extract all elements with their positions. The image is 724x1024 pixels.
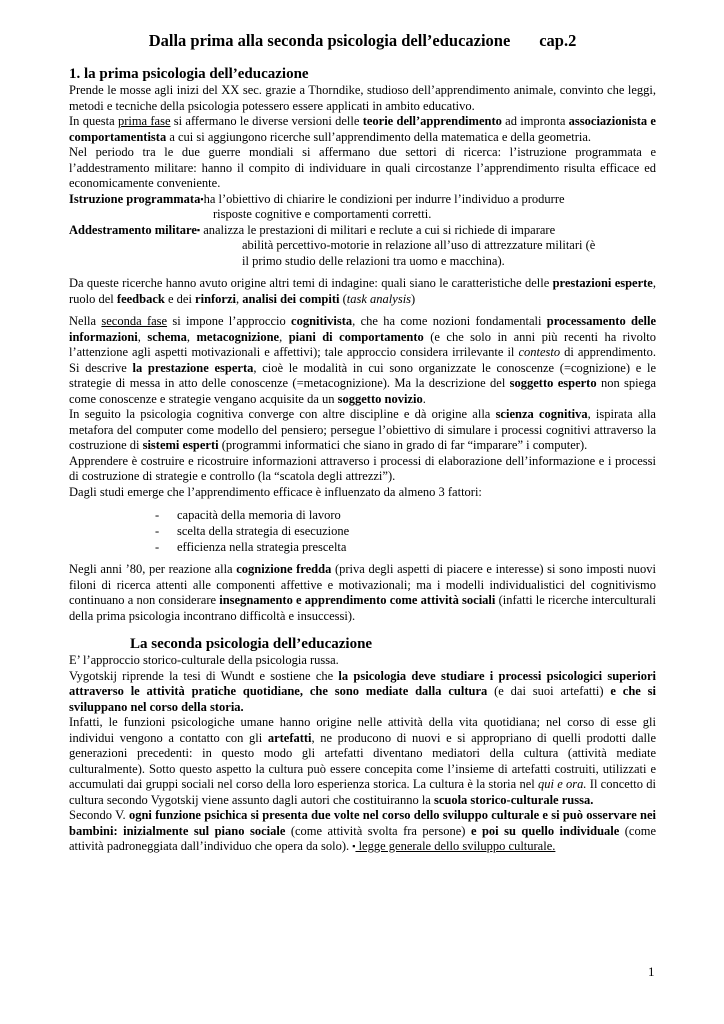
square-bullet-icon: ▪ [352, 841, 356, 851]
paragraph: Nella seconda fase si impone l’approccio cognitivista, che ha come nozioni fondamentali processamento delle informazioni, schema, metacognizione, piani di comportamento (e che solo in anni più recenti ha rivolto l’attenzione agli aspetti motivazionali e affettivi); tale approccio considera irrilevante il contesto di apprendimento. Si descrive la prestazione esperta, cioè le modalità in cui sono organizzate le conoscenze (=cognizione) e le strategie di messa in atto delle conoscenze (=metacognizione). Ma la descrizione del soggetto esperto non spiega come conoscenze e strategie vengano acquisite da un soggetto novizio. [69, 314, 657, 406]
list-item: - scelta della strategia di esecuzione [155, 523, 656, 539]
section-1-heading: 1. la prima psicologia dell’educazione [69, 66, 309, 82]
list-item: - capacità della memoria di lavoro [155, 507, 656, 523]
paragraph: In questa prima fase si affermano le diverse versioni delle teorie dell’apprendimento ad impronta associazionista e comportamentista a cui si aggiungono ricerche sull’apprendimento della matematica e della geometria. [69, 114, 656, 144]
chapter-label: cap.2 [539, 31, 577, 50]
paragraph: Vygotskij riprende la tesi di Wundt e sostiene che la psicologia deve studiare i processi psicologici superiori attraverso le attività pratiche quotidiane, che sono mediate dalla cultura (e dai suoi artefatti) e che si sviluppano nel corso della storia. [69, 668, 657, 714]
paragraph: Nel periodo tra le due guerre mondiali si affermano due settori di ricerca: l’istruzione programmata e l’addestramento militare: hanno il compito di individuare in quali circostanze l’apprendimento risulta efficace ed economicamente conveniente. [69, 145, 656, 190]
definition-line: il primo studio delle relazioni tra uomo e macchina). [242, 253, 505, 268]
paragraph: Apprendere è costruire e ricostruire informazioni attraverso i processi di elaborazione dell’informazione e i processi di costruzione di strategie e controllo (la “scatola degli attrezzi”). [69, 453, 656, 483]
definition-label: Istruzione programmata [69, 191, 201, 206]
definition-addestramento: Addestramento militare ▪ analizza le prestazioni di militari e reclute a cui si richiede di imparare [69, 222, 556, 237]
paragraph: Da queste ricerche hanno avuto origine altri temi di indagine: quali siano le caratteristiche delle prestazioni esperte, ruolo del feedback e dei rinforzi, analisi dei compiti (task analysis) [69, 276, 656, 306]
factors-list [155, 507, 656, 555]
paragraph: Prende le mosse agli inizi del XX sec. grazie a Thorndike, studioso dell’apprendimento animale, convinto che leggi, metodi e tecniche della psicologia potessero essere applicati in ambito educativo. [69, 83, 656, 113]
square-bullet-icon: ▪ [200, 193, 204, 204]
definition-line: risposte cognitive e comportamenti corretti. [213, 207, 432, 221]
section-2-heading: La seconda psicologia dell’educazione [130, 636, 373, 652]
paragraph: Dagli studi emerge che l’apprendimento efficace è influenzato da almeno 3 fattori: [69, 484, 482, 499]
page-number: 1 [648, 964, 655, 979]
square-bullet-icon: ▪ [196, 224, 201, 235]
paragraph: In seguito la psicologia cognitiva converge con altre discipline e dà origine alla scienza cognitiva, ispirata alla metafora del computer come modello del pensiero; persegue l’obiettivo di simulare i processi cognitivi attraverso la costruzione di sistemi esperti (programmi informatici che siano in grado di far “imparare” i computer). [69, 407, 656, 452]
title-text: Dalla prima alla seconda psicologia dell’educazione [148, 31, 511, 50]
paragraph: Infatti, le funzioni psicologiche umane hanno origine nelle attività della vita quotidiana; nel corso di esse gli individui vengono a contatto con gli artefatti, ne producono di nuovi e si appropriano di quelli prodotti dalle generazioni precedenti: in questo modo gli artefatti diventano mediatori della cultura (attività mediate culturalmente). Sotto questo aspetto la cultura può essere concepita come l’insieme di artefatti costruiti, utilizzati e accumulati dai gruppi sociali nel corso della loro esperienza storica. La cultura è la storia nel qui e ora. Il concetto di cultura secondo Vygotskij viene assunto dagli autori che costituiranno la scuola storico-culturale russa. [69, 715, 656, 807]
document-page [69, 28, 656, 855]
list-item: - efficienza nella strategia prescelta [155, 539, 656, 555]
definition-istruzione: Istruzione programmata ▪ha l’obiettivo di chiarire le condizioni per indurre l’individuo a produrre [69, 191, 565, 206]
definition-line: abilità percettivo-motorie in relazione all’uso di attrezzature militari (è [242, 238, 596, 252]
paragraph: Negli anni ’80, per reazione alla cognizione fredda (priva degli aspetti di piacere e interesse) si sono imposti nuovi filoni di ricerca attenti alle componenti affettive e motivazionali; ma i modelli individualistici del cognitivismo continuano a non considerare insegnamento e apprendimento come attività sociali (infatti le ricerche interculturali della prima psicologia incontrano difficoltà e insuccessi). [69, 562, 656, 623]
paragraph: Secondo V. ogni funzione psichica si presenta due volte nel corso dello sviluppo culturale e si può osservare nei bambini: inizialmente sul piano sociale (come attività svolta fra persone) e poi su quello individuale (come attività padroneggiata dall’individuo che opera da solo). ▪ legge generale dello sviluppo culturale. [69, 808, 657, 853]
page-title [69, 28, 656, 54]
paragraph: E’ l’approccio storico-culturale della psicologia russa. [69, 653, 339, 667]
definition-label: Addestramento militare [69, 222, 197, 237]
